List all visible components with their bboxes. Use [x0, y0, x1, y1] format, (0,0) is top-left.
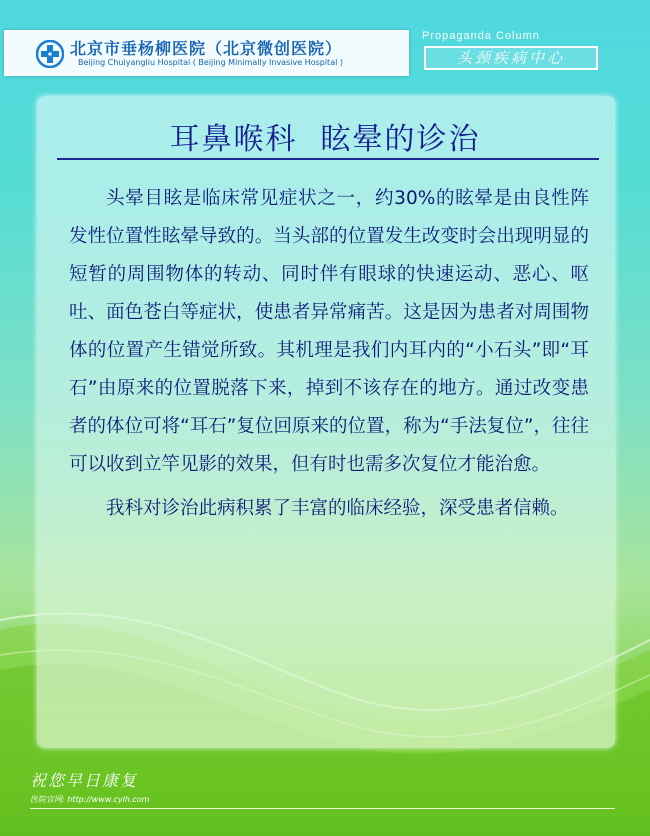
- article-paragraph: 我科对诊治此病积累了丰富的临床经验，深受患者信赖。: [106, 498, 569, 519]
- website-link[interactable]: 医院官网: http://www.cylh.com: [30, 795, 150, 804]
- hospital-name: 北京市垂杨柳医院（北京微创医院）: [70, 39, 343, 58]
- header: [4, 30, 604, 76]
- article-paragraph: 头晕目眩是临床常见症状之一，约30%的眩晕是由良性阵发性位置性眩晕导致的。当头部的位置发生改变时会出现明显的短暂的周围物体的转动、同时伴有眼球的快速运动、恶心、呕吐、面色苍白等症状，使患者异常痛苦。这是因为患者对周围物体的位置产生错觉所致。其机理是我们内耳内的“小石头”即“耳石”由原来的位置脱落下来，掉到不该存在的地方。通过改变患者的体位可将“耳石”复位回原来的位置，称为“手法复位”，往往可以收到立竿见影的效果，但有时也需多次复位才能治愈。: [69, 188, 589, 475]
- hospital-banner: [4, 30, 409, 76]
- title-divider: [57, 158, 599, 160]
- article-body: [69, 180, 589, 528]
- propaganda-column: [420, 30, 602, 76]
- medical-cross-icon: [36, 40, 64, 68]
- propaganda-title-en: Propaganda Column: [422, 30, 540, 42]
- slogan: 祝您早日康复: [30, 771, 139, 790]
- hospital-name-en: Beijing Chuiyangliu Hospital ( Beijing Minimally Invasive Hospital ): [78, 58, 343, 67]
- footer-divider: [30, 808, 615, 809]
- article-title: 耳鼻喉科 眩晕的诊治: [169, 122, 481, 157]
- department-label: 头颈疾病中心: [424, 46, 598, 70]
